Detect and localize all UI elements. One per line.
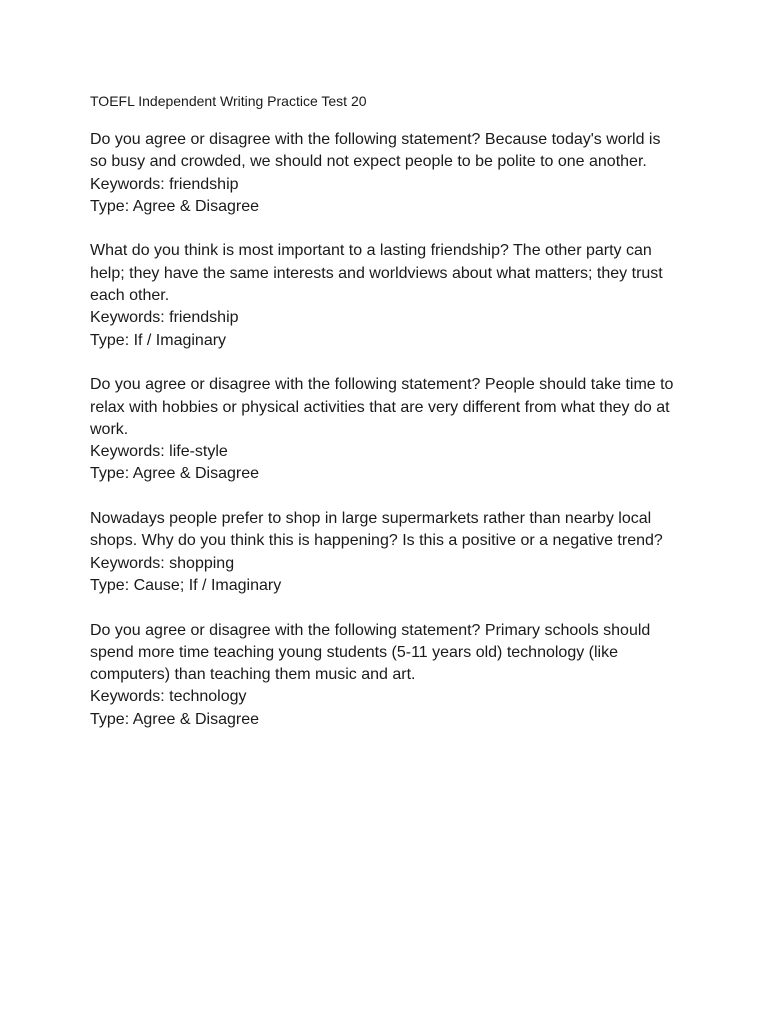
prompt-keywords: Keywords: shopping [90,554,235,572]
prompt-keywords: Keywords: friendship [90,175,239,193]
prompt-entry-4 [90,508,678,597]
prompt-question: Do you agree or disagree with the following statement? Primary schools should spend more time teaching young students (5-11 years old) technology (like computers) than teaching them music and art. [90,621,651,684]
document-title: TOEFL Independent Writing Practice Test 20 [90,93,367,109]
prompt-keywords: Keywords: technology [90,688,247,706]
prompt-keywords: Keywords: friendship [90,309,239,327]
prompt-type: Type: Agree & Disagree [90,197,259,215]
prompt-entry-2 [90,240,678,351]
prompt-keywords: Keywords: life-style [90,443,228,461]
prompt-type: Type: Cause; If / Imaginary [90,576,282,594]
prompt-entry-3 [90,374,678,485]
prompt-entry-1 [90,129,678,218]
prompt-question: Nowadays people prefer to shop in large supermarkets rather than nearby local shops. Why do you think this is happening? Is this a positive or a negative trend? [90,510,663,550]
prompt-type: Type: Agree & Disagree [90,465,259,483]
prompt-type: Type: Agree & Disagree [90,710,259,728]
prompt-type: Type: If / Imaginary [90,331,227,349]
prompt-question: What do you think is most important to a lasting friendship? The other party can help; they have the same interests and worldviews about what matters; they trust each other. [90,242,663,305]
prompt-entry-5 [90,620,678,731]
prompt-question: Do you agree or disagree with the following statement? People should take time to relax with hobbies or physical activities that are very different from what they do at work. [90,376,674,438]
prompt-question: Do you agree or disagree with the following statement? Because today's world is so busy and crowded, we should not expect people to be polite to one another. [90,131,661,171]
